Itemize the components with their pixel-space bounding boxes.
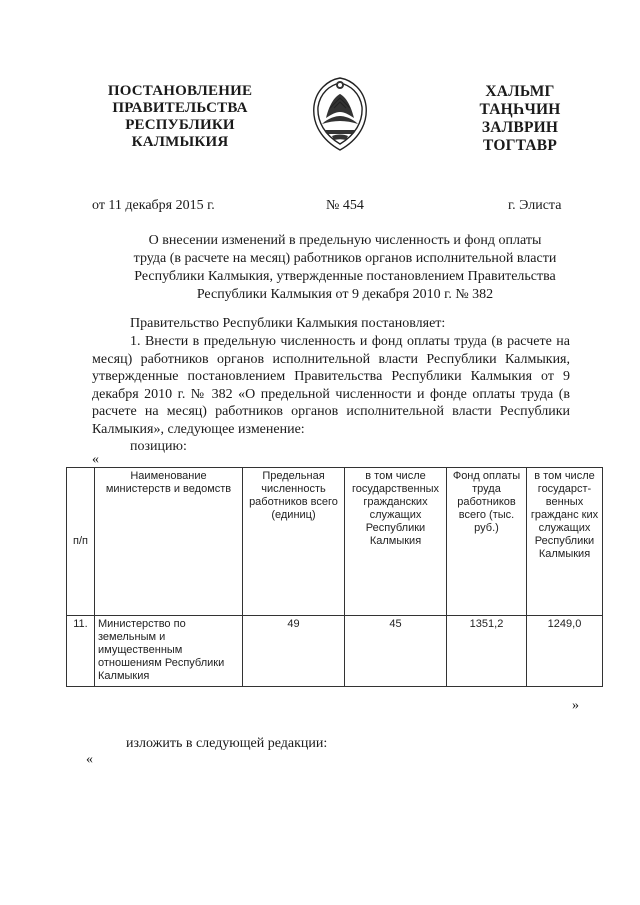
paragraph-line: Калмыкия», следующее изменение:: [92, 421, 305, 437]
header-cell-fund-total: Фонд оплаты труда работников всего (тыс. руб.): [447, 468, 527, 616]
header-left-line: КАЛМЫКИЯ: [131, 134, 229, 150]
header-right-title: [470, 83, 570, 155]
header-cell-civil-servants: в том числе государственных гражданских служащих Республики Калмыкия: [345, 468, 447, 616]
opening-quote: «: [92, 452, 99, 467]
row-civil-servants: 45: [345, 616, 447, 687]
row-fund-civil: 1249,0: [527, 616, 603, 687]
header-right-line: ТАҢҺЧИН: [479, 101, 561, 118]
header-left-line: РЕСПУБЛИКИ: [125, 117, 235, 133]
title-line: Республики Калмыкия от 9 декабря 2010 г. № 382: [196, 287, 494, 302]
decree-title: [110, 232, 580, 304]
header-left-line: ПОСТАНОВЛЕНИЕ: [107, 83, 253, 99]
restate-label: изложить в следующей редакции:: [126, 736, 328, 751]
header-left-title: [100, 83, 260, 151]
paragraph-line: расчете на месяц) работников органов исполнительной власти Республики: [92, 404, 570, 419]
title-line: труда (в расчете на месяц) работников органов исполнительной власти: [133, 251, 557, 266]
row-ministry: Министерство по земельным и имущественным отношениям Республики Калмыкия: [95, 616, 243, 687]
paragraph-line: месяц) работников органов исполнительной власти Республики Калмыкия,: [92, 351, 570, 367]
staff-limits-table: [66, 467, 603, 687]
decree-number: № 454: [326, 198, 364, 213]
header-right-line: ЗАЛВРИН: [481, 119, 559, 136]
row-number: 11.: [67, 616, 95, 687]
table-header-row: [67, 468, 603, 616]
position-label: позицию:: [130, 439, 187, 454]
header-cell-ministry: Наименование министерств и ведомств: [95, 468, 243, 616]
decree-city: г. Элиста: [508, 198, 562, 213]
header-cell-total-staff: Предельная численность работников всего (единиц): [243, 468, 345, 616]
header-right-line: ХАЛЬМГ: [485, 83, 555, 100]
header-cell-num: п/п: [67, 468, 95, 616]
decree-paragraph: [92, 333, 570, 438]
decree-preamble: Правительство Республики Калмыкия постановляет:: [130, 316, 446, 331]
title-line: Республики Калмыкия, утвержденные постановлением Правительства: [134, 269, 556, 284]
header-cell-fund-civil: в том числе государст-венных гражданс ких служащих Республики Калмыкия: [527, 468, 603, 616]
header-right-line: ТОГТАВР: [482, 137, 558, 154]
row-fund-total: 1351,2: [447, 616, 527, 687]
decree-date: от 11 декабря 2015 г.: [92, 198, 215, 213]
opening-quote-2: «: [86, 752, 93, 767]
closing-quote: »: [572, 698, 579, 713]
paragraph-line: декабря 2010 г. № 382 «О предельной численности и фонде оплаты труда (в: [92, 386, 570, 402]
paragraph-line: 1. Внести в предельную численность и фонд оплаты труда (в расчете на: [130, 334, 570, 349]
table-row: [67, 616, 603, 687]
title-line: О внесении изменений в предельную численность и фонд оплаты: [148, 233, 542, 248]
paragraph-line: утвержденные постановлением Правительства Республики Калмыкия от 9: [92, 369, 570, 384]
row-total-staff: 49: [243, 616, 345, 687]
coat-of-arms-emblem: [306, 72, 374, 156]
header-left-line: ПРАВИТЕЛЬСТВА: [112, 100, 248, 116]
